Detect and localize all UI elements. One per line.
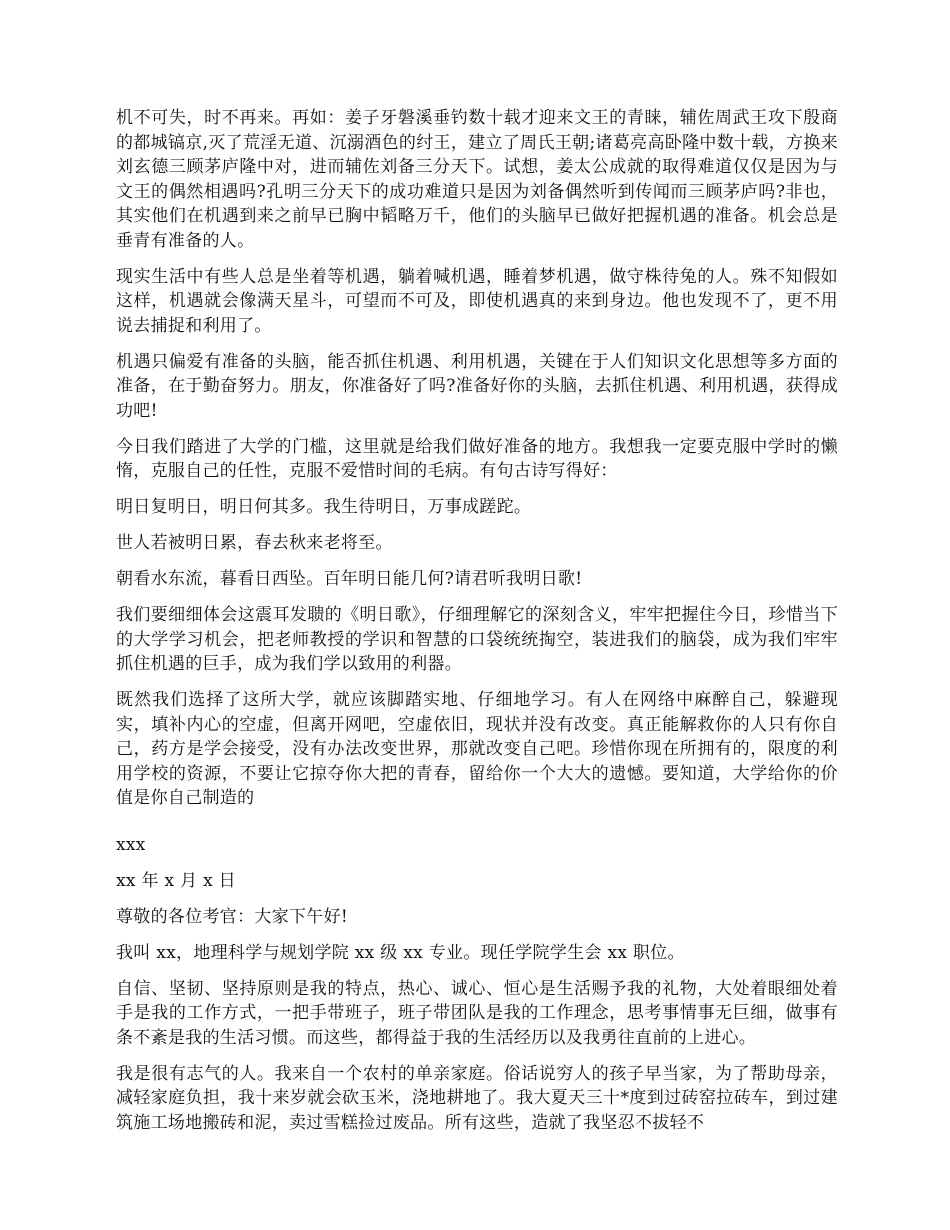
paragraph-song-of-tomorrow: 我们要细细体会这震耳发聩的《明日歌》，仔细理解它的深刻含义，牢牢把握住今日，珍惜当下的大学学习机会，把老师教授的学识和智慧的口袋统统掏空，装进我们的脑袋，成为我们牢牢抓住机遇的巨手，成为我们学以致用的利器。 xyxy=(116,605,838,674)
self-introduction: 我叫 xx，地理科学与规划学院 xx 级 xx 专业。现任学院学生会 xx 职位。 xyxy=(116,942,685,963)
paragraph-prepared-mind: 机遇只偏爱有准备的头脑，能否抓住机遇、利用机遇，关键在于人们知识文化思想等多方面的准备，在于勤奋努力。朋友，你准备好了吗?准备好你的头脑，去抓住机遇、利用机遇，获得成功吧! xyxy=(116,351,838,421)
paragraph-entering-university: 今日我们踏进了大学的门槛，这里就是给我们做好准备的地方。我想我一定要克服中学时的懒惰，克服自己的任性，克服不爱惜时间的毛病。有句古诗写得好： xyxy=(116,436,838,481)
paragraph-opportunity-history: 机不可失，时不再来。再如：姜子牙磐溪垂钓数十载才迎来文王的青睐，辅佐周武王攻下殷商的都城镐京,灭了荒淫无道、沉溺酒色的纣王，建立了周氏王朝;诸葛亮高卧隆中数十载，方换来刘玄德三顾茅庐隆中对，进而辅佐刘备三分天下。试想，姜太公成就的取得难道仅仅是因为与文王的偶然相遇吗?孔明三分天下的成功难道只是因为刘备偶然听到传闻而三顾茅庐吗?非也，其实他们在机遇到来之前早已胸中韬略万千，他们的头脑早已做好把握机遇的准备。机会总是垂青有准备的人。 xyxy=(116,108,838,251)
poem-line-1: 明日复明日，明日何其多。我生待明日，万事成蹉跎。 xyxy=(116,497,532,517)
paragraph-personal-traits: 自信、坚韧、坚持原则是我的特点，热心、诚心、恒心是生活赐予我的礼物，大处着眼细处着手是我的工作方式，一把手带班子，班子带团队是我的工作理念，思考事情事无巨细，做事有条不紊是我的生活习惯。而这些，都得益于我的生活经历以及我勇往直前的上进心。 xyxy=(116,978,838,1048)
greeting-line: 尊敬的各位考官：大家下午好! xyxy=(116,906,349,927)
paragraph-background: 我是很有志气的人。我来自一个农村的单亲家庭。俗话说穷人的孩子早当家，为了帮助母亲，减轻家庭负担，我十来岁就会砍玉米，浇地耕地了。我大夏天三十*度到过砖窑拉砖车，到过建筑施工场地搬砖和泥，卖过雪糕捡过废品。所有这些，造就了我坚忍不拔轻不 xyxy=(116,1063,838,1133)
paragraph-waiting-for-chance: 现实生活中有些人总是坐着等机遇，躺着喊机遇，睡着梦机遇，做守株待兔的人。殊不知假如这样，机遇就会像满天星斗，可望而不可及，即使机遇真的来到身边。他也发现不了，更不用说去捕捉和利用了。 xyxy=(116,266,838,336)
signature-date: xx 年 x 月 x 日 xyxy=(116,870,236,891)
poem-line-3: 朝看水东流，暮看日西坠。百年明日能几何?请君听我明日歌! xyxy=(116,569,583,589)
signature-name: xxx xyxy=(116,834,146,855)
document-body xyxy=(116,106,838,1147)
paragraph-study-diligently: 既然我们选择了这所大学，就应该脚踏实地、仔细地学习。有人在网络中麻醉自己，躲避现实，填补内心的空虚，但离开网吧，空虚依旧，现状并没有改变。真正能解救你的人只有你自己，药方是学会接受，没有办法改变世界，那就改变自己吧。珍惜你现在所拥有的，限度的利用学校的资源，不要让它掠夺你大把的青春，留给你一个大大的遗憾。要知道，大学给你的价值是你自己制造的 xyxy=(116,690,838,808)
poem-line-2: 世人若被明日累，春去秋来老将至。 xyxy=(116,533,393,553)
